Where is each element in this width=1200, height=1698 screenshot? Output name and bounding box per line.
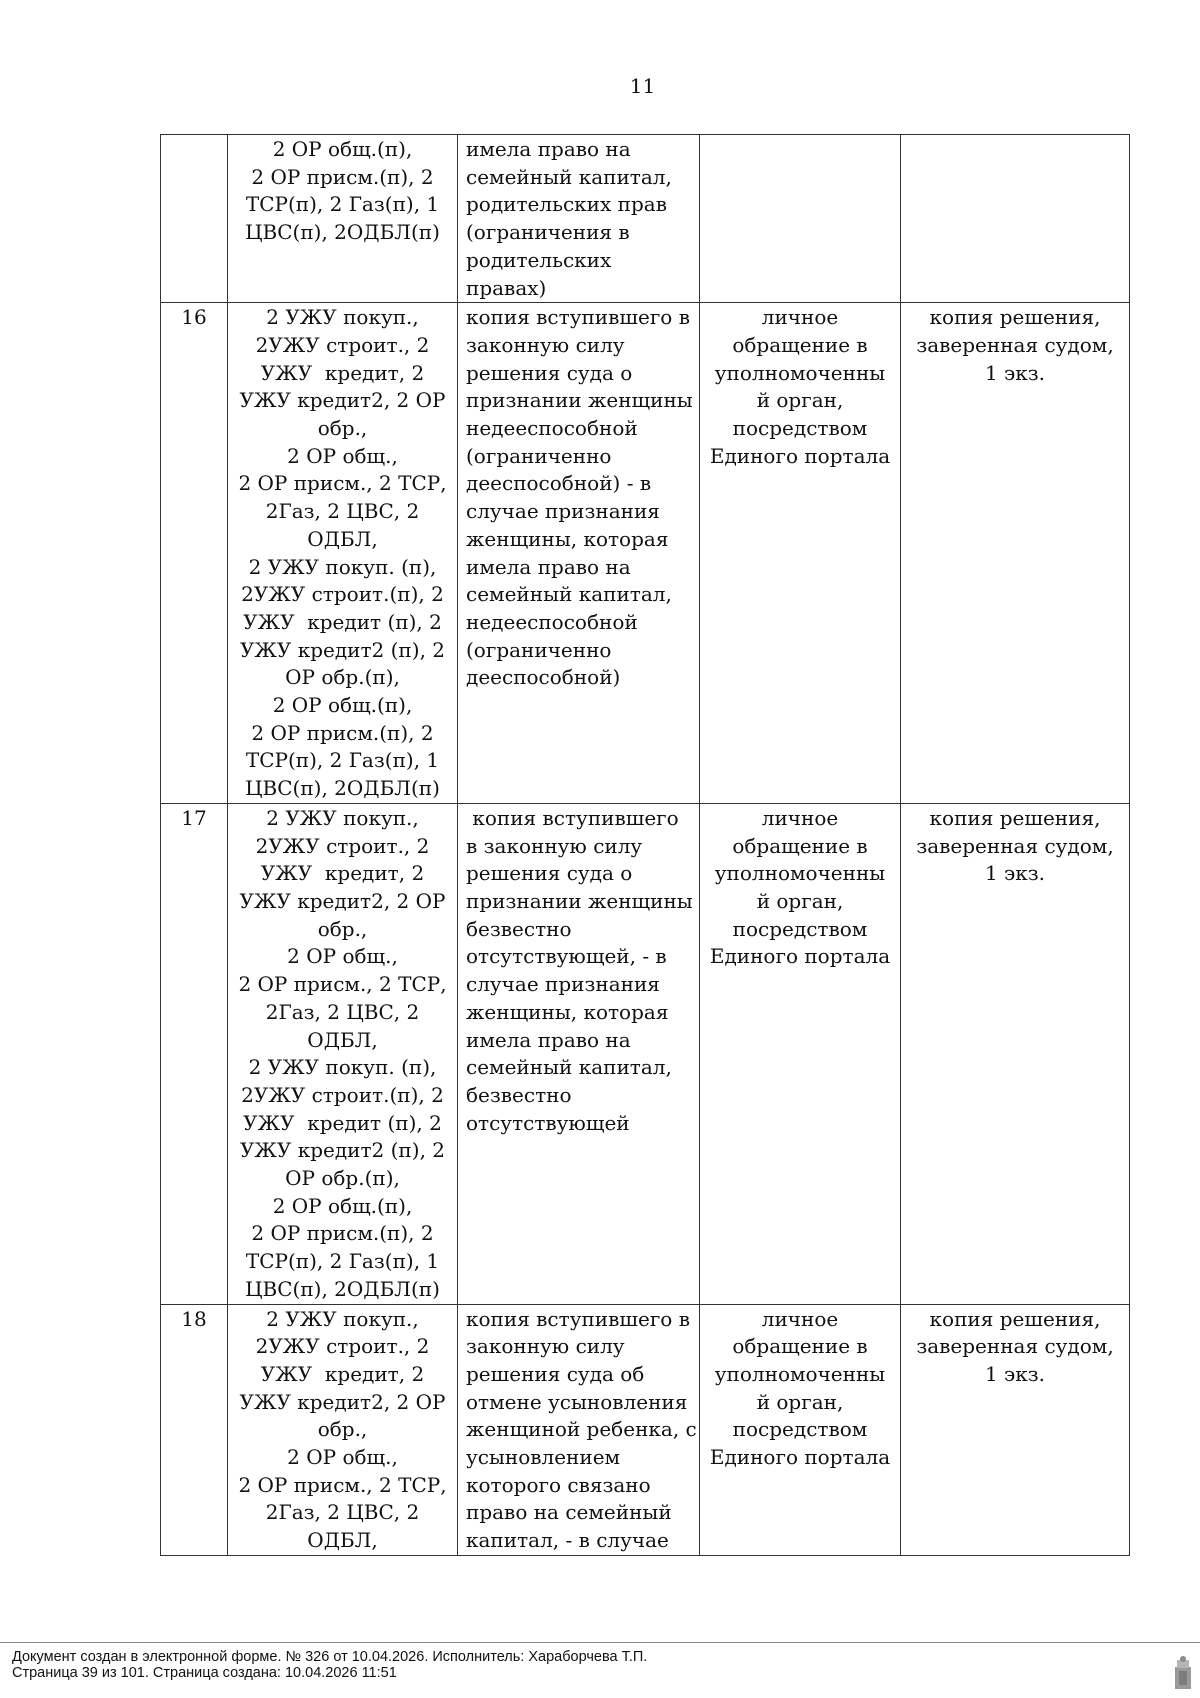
cell-line: законную силу — [466, 1334, 625, 1359]
coat-of-arms-icon — [1172, 1655, 1194, 1691]
service-codes-cell — [228, 303, 458, 804]
cell-line: уполномоченны — [714, 360, 886, 385]
cell-line: 2 ОР присм., 2 ТСР, — [238, 1472, 447, 1497]
cell-line: признании женщины — [466, 888, 693, 913]
row-number-cell: 18 — [161, 1304, 228, 1555]
cell-line: недееспособной — [466, 416, 638, 441]
cell-line: УЖУ кредит2, 2 ОР — [239, 388, 446, 413]
service-codes-cell — [228, 1304, 458, 1555]
cell-line: капитал, - в случае — [466, 1528, 669, 1553]
cell-line: копия вступившего в — [466, 305, 690, 330]
cell-line: женщиной ребенка, с — [466, 1417, 697, 1442]
cell-line: й орган, — [756, 388, 844, 413]
cell-line: УЖУ кредит, 2 — [260, 861, 425, 886]
cell-line: ОДБЛ, — [307, 526, 378, 551]
cell-line: посредством — [732, 416, 868, 441]
table-row — [161, 1304, 1130, 1555]
cell-line: ЦВС(п), 2ОДБЛ(п) — [245, 776, 440, 801]
cell-line: родительских прав — [466, 192, 667, 217]
cell-line: отсутствующей, - в — [466, 944, 667, 969]
cell-line: УЖУ кредит (п), 2 — [243, 1110, 442, 1135]
cell-line: женщины, которая — [466, 526, 669, 551]
document-description-cell — [458, 303, 700, 804]
cell-line: ОДБЛ, — [307, 1528, 378, 1553]
cell-line: обр., — [317, 1417, 368, 1442]
cell-line: посредством — [732, 1417, 868, 1442]
cell-line: ОР обр.(п), — [285, 1166, 400, 1191]
cell-line: 2 УЖУ покуп., — [266, 805, 419, 830]
cell-line: 2УЖУ строит., 2 — [255, 833, 430, 858]
cell-line: УЖУ кредит2 (п), 2 — [239, 637, 446, 662]
cell-line: 2Газ, 2 ЦВС, 2 — [265, 499, 420, 524]
cell-line: семейный капитал, — [466, 1055, 672, 1080]
cell-line: посредством — [732, 916, 868, 941]
cell-line: семейный капитал, — [466, 164, 672, 189]
cell-line: право на семейный — [466, 1500, 672, 1525]
cell-line: УЖУ кредит2, 2 ОР — [239, 1389, 446, 1414]
service-codes-cell — [228, 135, 458, 303]
cell-line: личное — [761, 305, 839, 330]
cell-line: имела право на — [466, 137, 631, 161]
cell-line: безвестно — [466, 916, 572, 941]
cell-line: решения суда о — [466, 861, 633, 886]
cell-line: недееспособной — [466, 609, 638, 634]
footer — [12, 1649, 647, 1681]
cell-line: усыновлением — [466, 1445, 621, 1470]
cell-line: правах) — [466, 275, 547, 300]
cell-line: копия вступившего в — [466, 1306, 690, 1331]
footer-line-1: Документ создан в электронной форме. № 326 от 10.04.2026. Исполнитель: Хараборчева Т.П. — [12, 1649, 648, 1665]
cell-line: 2 ОР общ.(п), — [272, 137, 413, 161]
cell-line: 2 УЖУ покуп., — [266, 305, 419, 330]
document-form-cell — [901, 135, 1130, 303]
cell-line: отмене усыновления — [466, 1389, 688, 1414]
cell-line: 1 экз. — [984, 861, 1046, 886]
cell-line: копия решения, — [929, 1306, 1101, 1331]
cell-line: 2 ОР общ., — [287, 944, 398, 969]
cell-line: заверенная судом, — [916, 332, 1114, 357]
document-form-cell — [901, 303, 1130, 804]
cell-line: 2 ОР общ.(п), — [272, 693, 413, 718]
cell-line: обращение в — [732, 833, 868, 858]
cell-line: личное — [761, 1306, 839, 1331]
cell-line: ОДБЛ, — [307, 1027, 378, 1052]
cell-line: 2 УЖУ покуп. (п), — [248, 1055, 437, 1080]
cell-line: 1 экз. — [984, 1361, 1046, 1386]
cell-line: Единого портала — [709, 944, 891, 969]
cell-line: 2 ОР присм.(п), 2 — [251, 1221, 434, 1246]
footer-divider — [0, 1642, 1200, 1643]
cell-line: случае признания — [466, 499, 660, 524]
cell-line: заверенная судом, — [916, 833, 1114, 858]
service-codes-cell — [228, 803, 458, 1304]
cell-line: безвестно — [466, 1082, 572, 1107]
cell-line: женщины, которая — [466, 999, 669, 1024]
cell-line: УЖУ кредит, 2 — [260, 1361, 425, 1386]
cell-line: дееспособной) - в — [466, 471, 652, 496]
cell-line: имела право на — [466, 554, 631, 579]
cell-line: 2УЖУ строит., 2 — [255, 332, 430, 357]
cell-line: заверенная судом, — [916, 1334, 1114, 1359]
cell-line: (ограниченно — [466, 637, 612, 662]
cell-line: имела право на — [466, 1027, 631, 1052]
cell-line: 1 экз. — [984, 360, 1046, 385]
document-form-cell — [901, 1304, 1130, 1555]
cell-line: ЦВС(п), 2ОДБЛ(п) — [245, 220, 440, 245]
document-description-cell — [458, 803, 700, 1304]
cell-line: законную силу — [466, 332, 625, 357]
cell-line: 2УЖУ строит., 2 — [255, 1334, 430, 1359]
table-row — [161, 303, 1130, 804]
cell-line: УЖУ кредит2, 2 ОР — [239, 888, 446, 913]
cell-line: Единого портала — [709, 1445, 891, 1470]
cell-line: (ограниченно — [466, 443, 612, 468]
cell-line: копия решения, — [929, 305, 1101, 330]
cell-line: й орган, — [756, 1389, 844, 1414]
cell-line: отсутствующей — [466, 1110, 630, 1135]
table-row — [161, 135, 1130, 303]
cell-line: 2Газ, 2 ЦВС, 2 — [265, 1500, 420, 1525]
cell-line: обр., — [317, 416, 368, 441]
cell-line: 2 ОР общ., — [287, 443, 398, 468]
cell-line: ТСР(п), 2 Газ(п), 1 — [245, 192, 440, 217]
cell-line: которого связано — [466, 1472, 651, 1497]
cell-line: случае признания — [466, 972, 660, 997]
cell-line: дееспособной) — [466, 665, 621, 690]
cell-line: обр., — [317, 916, 368, 941]
cell-line: ТСР(п), 2 Газ(п), 1 — [245, 748, 440, 773]
cell-line: обращение в — [732, 1334, 868, 1359]
cell-line: родительских — [466, 247, 612, 272]
cell-line: 2 ОР общ.(п), — [272, 1193, 413, 1218]
cell-line: УЖУ кредит (п), 2 — [243, 609, 442, 634]
cell-line: УЖУ кредит2 (п), 2 — [239, 1138, 446, 1163]
row-number-cell: 16 — [161, 303, 228, 804]
document-description-cell — [458, 1304, 700, 1555]
cell-line: личное — [761, 805, 839, 830]
cell-line: семейный капитал, — [466, 582, 672, 607]
document-description-cell — [458, 135, 700, 303]
cell-line: ОР обр.(п), — [285, 665, 400, 690]
row-number-cell: 17 — [161, 803, 228, 1304]
cell-line: Единого портала — [709, 443, 891, 468]
row-number-cell — [161, 135, 228, 303]
page-number: 11 — [629, 74, 656, 98]
cell-line: 2 ОР присм., 2 ТСР, — [238, 471, 447, 496]
submission-method-cell — [700, 1304, 901, 1555]
cell-line: 2 УЖУ покуп. (п), — [248, 554, 437, 579]
cell-line: й орган, — [756, 888, 844, 913]
footer-line-2: Страница 39 из 101. Страница создана: 10.04.2026 11:51 — [12, 1665, 397, 1681]
table-row — [161, 803, 1130, 1304]
submission-method-cell — [700, 803, 901, 1304]
cell-line: 2Газ, 2 ЦВС, 2 — [265, 999, 420, 1024]
cell-line: 2 УЖУ покуп., — [266, 1306, 419, 1331]
cell-line: ЦВС(п), 2ОДБЛ(п) — [245, 1276, 440, 1301]
cell-line: уполномоченны — [714, 861, 886, 886]
submission-method-cell — [700, 303, 901, 804]
submission-method-cell — [700, 135, 901, 303]
cell-line: ТСР(п), 2 Газ(п), 1 — [245, 1249, 440, 1274]
cell-line: 2 ОР присм.(п), 2 — [251, 164, 434, 189]
cell-line: УЖУ кредит, 2 — [260, 360, 425, 385]
cell-line: уполномоченны — [714, 1361, 886, 1386]
cell-line: в законную силу — [466, 833, 643, 858]
cell-line: копия вступившего — [466, 805, 679, 830]
documents-table — [160, 134, 1130, 1556]
cell-line: 2 ОР присм., 2 ТСР, — [238, 972, 447, 997]
cell-line: признании женщины — [466, 388, 693, 413]
cell-line: решения суда о — [466, 360, 633, 385]
cell-line: 2УЖУ строит.(п), 2 — [241, 582, 444, 607]
cell-line: решения суда об — [466, 1361, 645, 1386]
cell-line: 2УЖУ строит.(п), 2 — [241, 1082, 444, 1107]
cell-line: (ограничения в — [466, 220, 630, 245]
cell-line: 2 ОР присм.(п), 2 — [251, 720, 434, 745]
cell-line: 2 ОР общ., — [287, 1445, 398, 1470]
document-form-cell — [901, 803, 1130, 1304]
cell-line: копия решения, — [929, 805, 1101, 830]
cell-line: обращение в — [732, 332, 868, 357]
